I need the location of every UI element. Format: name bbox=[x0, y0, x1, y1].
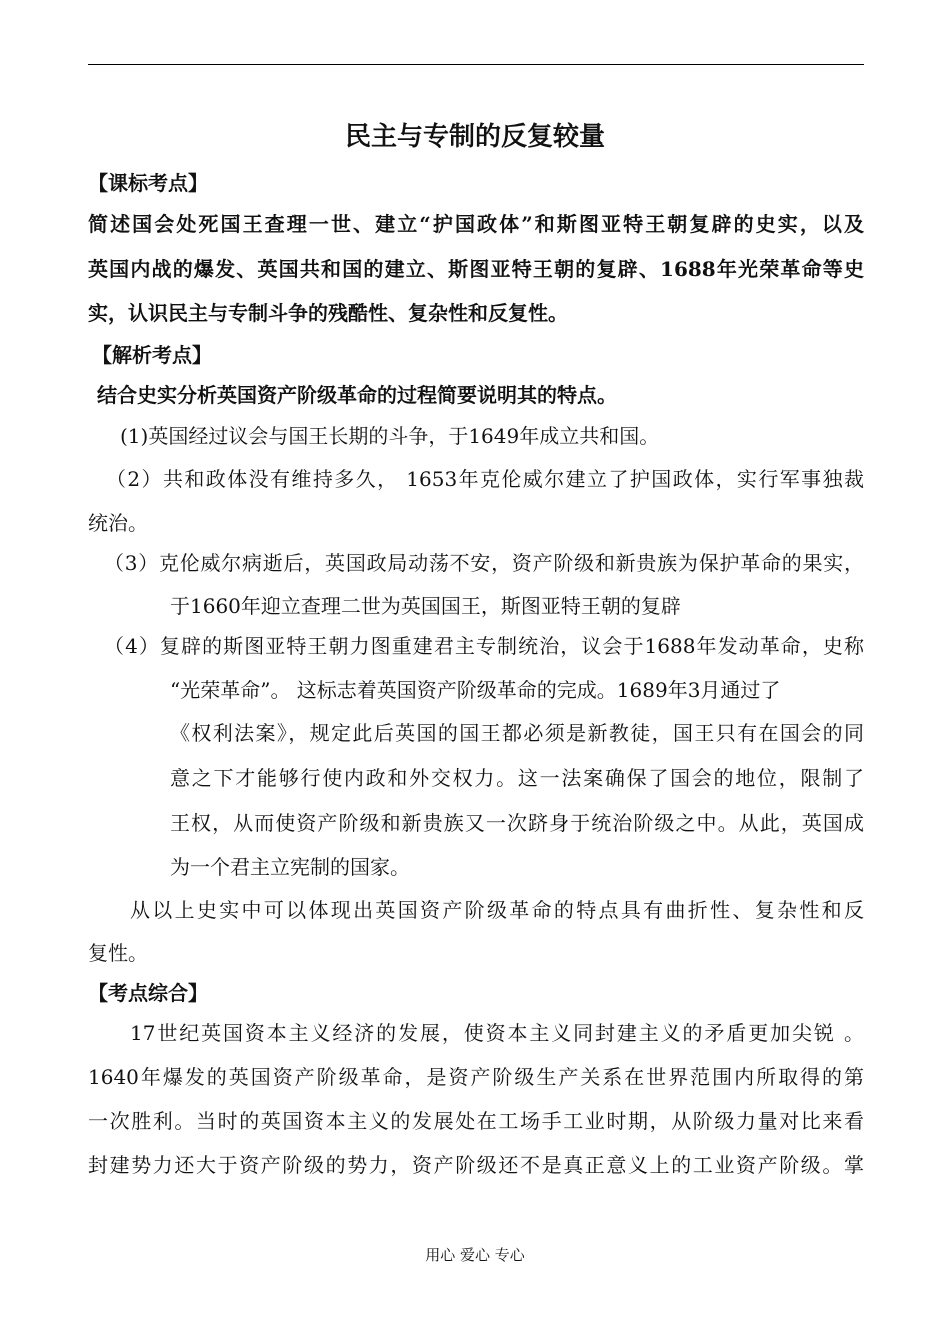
page-title: 民主与专制的反复较量 bbox=[344, 122, 605, 152]
point-4-line-4: 意之下才能够行使内政和外交权力。这一法案确保了国会的地位，限制了 bbox=[170, 766, 864, 790]
point-1: (1)英国经过议会与国王长期的斗争，于1649年成立共和国。 bbox=[120, 424, 660, 448]
zonghe-line-1: 17世纪英国资本主义经济的发展，使资本主义同封建主义的矛盾更加尖锐 。 bbox=[130, 1021, 864, 1045]
conclusion-line-2: 复性。 bbox=[88, 941, 148, 965]
heading-jiexi: 【解析考点】 bbox=[92, 343, 212, 367]
zonghe-line-4: 封建势力还大于资产阶级的势力，资产阶级还不是真正意义上的工业资产阶级。掌 bbox=[88, 1153, 864, 1177]
point-2-line-2: 统治。 bbox=[88, 511, 148, 535]
heading-kebiao: 【课标考点】 bbox=[88, 171, 208, 195]
point-2-line-1: （2）共和政体没有维持多久， 1653年克伦威尔建立了护国政体，实行军事独裁 bbox=[106, 467, 864, 491]
point-4-line-6: 为一个君主立宪制的国家。 bbox=[170, 855, 410, 879]
heading-zonghe: 【考点综合】 bbox=[88, 981, 208, 1005]
kebiao-line-1: 简述国会处死国王查理一世、建立“护国政体”和斯图亚特王朝复辟的史实，以及 bbox=[88, 212, 864, 236]
point-3-line-1: （3）克伦威尔病逝后，英国政局动荡不安，资产阶级和新贵族为保护革命的果实， bbox=[104, 551, 864, 575]
point-4-line-2: “光荣革命”。 这标志着英国资产阶级革命的完成。1689年3月通过了 bbox=[170, 678, 781, 702]
kebiao-line-2: 英国内战的爆发、英国共和国的建立、斯图亚特王朝的复辟、1688年光荣革命等史 bbox=[88, 257, 864, 281]
kebiao-line-3: 实，认识民主与专制斗争的残酷性、复杂性和反复性。 bbox=[88, 301, 568, 325]
page-footer: 用心 爱心 专心 bbox=[425, 1246, 525, 1264]
zonghe-line-3: 一次胜利。当时的英国资本主义的发展处在工场手工业时期，从阶级力量对比来看 bbox=[88, 1109, 864, 1133]
point-4-line-3: 《权利法案》，规定此后英国的国王都必须是新教徒，国王只有在国会的同 bbox=[170, 721, 864, 745]
conclusion-line-1: 从以上史实中可以体现出英国资产阶级革命的特点具有曲折性、复杂性和反 bbox=[130, 898, 864, 922]
zonghe-line-2: 1640年爆发的英国资产阶级革命，是资产阶级生产关系在世界范围内所取得的第 bbox=[88, 1065, 864, 1089]
point-4-line-1: （4）复辟的斯图亚特王朝力图重建君主专制统治，议会于1688年发动革命，史称 bbox=[104, 634, 864, 658]
point-3-line-2: 于1660年迎立查理二世为英国国王，斯图亚特王朝的复辟 bbox=[170, 594, 681, 618]
jiexi-question: 结合史实分析英国资产阶级革命的过程简要说明其的特点。 bbox=[97, 383, 617, 407]
header-rule bbox=[88, 64, 864, 65]
point-4-line-5: 王权，从而使资产阶级和新贵族又一次跻身于统治阶级之中。从此，英国成 bbox=[170, 811, 864, 835]
